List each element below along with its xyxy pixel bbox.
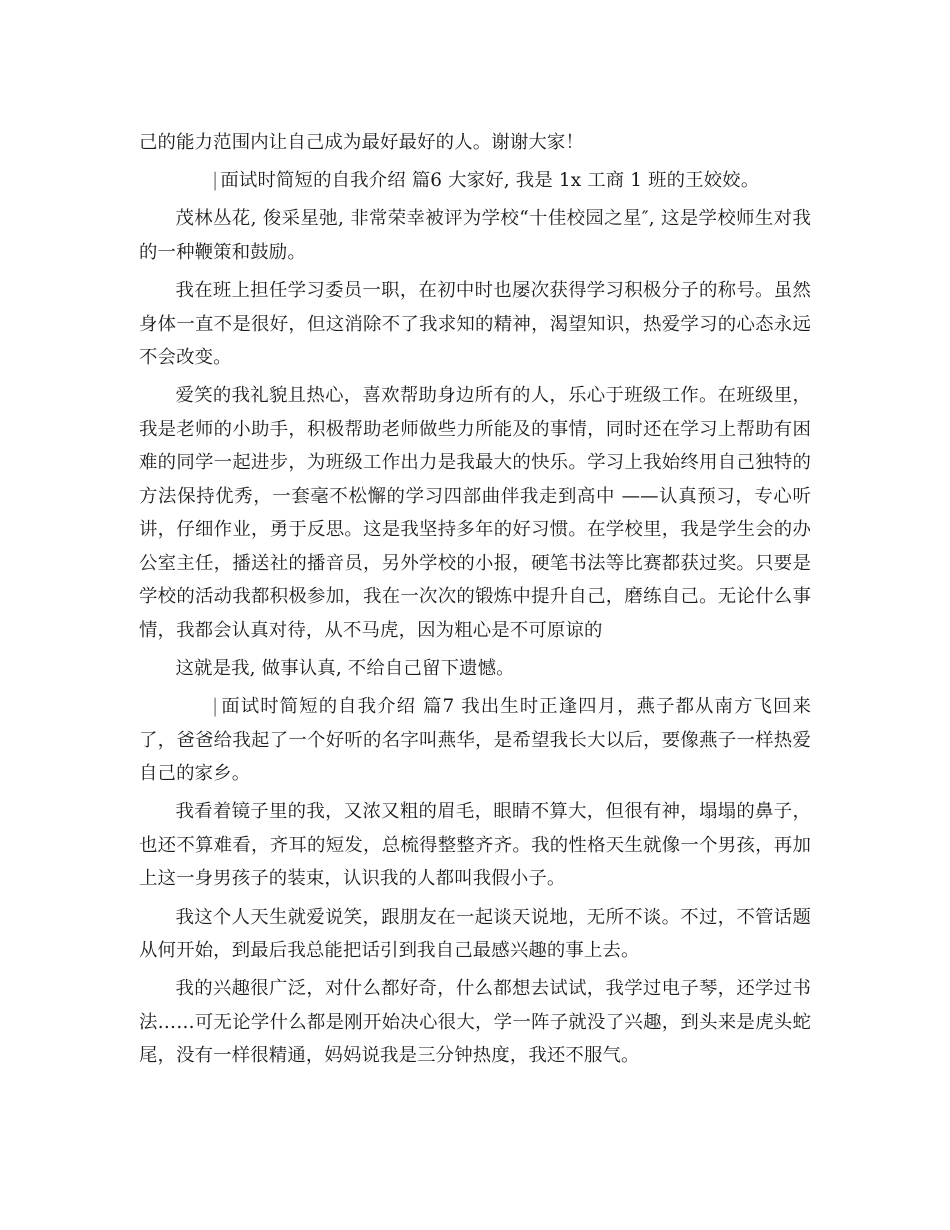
margin-bar: | <box>212 170 219 192</box>
paragraph-5-text: 爱笑的我礼貌且热心，喜欢帮助身边所有的人，乐心于班级工作。在班级里，我是老师的小助手，积极帮助老师做些力所能及的事情，同时还在学习上帮助有困难的同学一起进步，为班级工作出力是我最大的快乐。学习上我始终用自己独特的方法保持优秀，一套毫不松懈的学习四部曲伴我走到高中 ——认真预习，专心听讲，仔细作业，勇于反思。这是我坚持多年的好习惯。在学校里，我是学生会的办公室主任，播送社的播音员，另外学校的小报，硬笔书法等比赛都获过奖。只要是学校的活动我都积极参加，我在一次次的锻炼中提升自己，磨练自己。无论什么事情，我都会认真对待，从不马虎，因为粗心是不可原谅的 <box>139 385 811 641</box>
paragraph-10-text: 我的兴趣很广泛，对什么都好奇，什么都想去试试，我学过电子琴，还学过书法……可无论学什么都是刚开始决心很大，学一阵子就没了兴趣，到头来是虎头蛇尾，没有一样很精通，妈妈说我是三分钟热度，我还不服气。 <box>139 978 811 1067</box>
margin-bar: | <box>212 696 219 718</box>
paragraph-1-text: 己的能力范围内让自己成为最好最好的人。谢谢大家！ <box>139 132 584 153</box>
paragraph-9-text: 我这个人天生就爱说笑，跟朋友在一起谈天说地，无所不谈。不过，不管话题从何开始，到最后我总能把话引到我自己最感兴趣的事上去。 <box>139 906 811 961</box>
paragraph-6 <box>139 652 811 686</box>
paragraph-2 <box>139 164 811 198</box>
paragraph-6-text: 这就是我, 做事认真, 不给自己留下遗憾。 <box>175 657 515 679</box>
paragraph-10 <box>139 972 811 1073</box>
paragraph-9 <box>139 901 811 968</box>
paragraph-8 <box>139 795 811 896</box>
paragraph-8-text: 我看着镜子里的我，又浓又粗的眉毛，眼睛不算大，但很有神，塌塌的鼻子，也还不算难看，齐耳的短发，总梳得整整齐齐。我的性格天生就像一个男孩，再加上这一身男孩子的装束，认识我的人都叫我假小子。 <box>139 801 811 890</box>
paragraph-2-text: 面试时简短的自我介绍 篇6 大家好, 我是 1x 工商 1 班的王姣姣。 <box>220 170 760 192</box>
paragraph-7-text: 面试时简短的自我介绍 篇7 我出生时正逢四月，燕子都从南方飞回来了，爸爸给我起了一个好听的名字叫燕华，是希望我长大以后，要像燕子一样热爱自己的家乡。 <box>139 696 811 785</box>
paragraph-4-text: 我在班上担任学习委员一职，在初中时也屡次获得学习积极分子的称号。虽然身体一直不是很好，但这消除不了我求知的精神，渴望知识，热爱学习的心态永远不会改变。 <box>139 280 811 369</box>
paragraph-5 <box>139 379 811 647</box>
paragraph-4 <box>139 274 811 375</box>
paragraph-1 <box>139 126 811 160</box>
document-body <box>139 126 811 1077</box>
paragraph-7 <box>139 690 811 791</box>
paragraph-3-text: 茂林丛花, 俊采星弛, 非常荣幸被评为学校“十佳校园之星″, 这是学校师生对我的一种鞭策和鼓励。 <box>139 208 811 263</box>
paragraph-3 <box>139 202 811 269</box>
